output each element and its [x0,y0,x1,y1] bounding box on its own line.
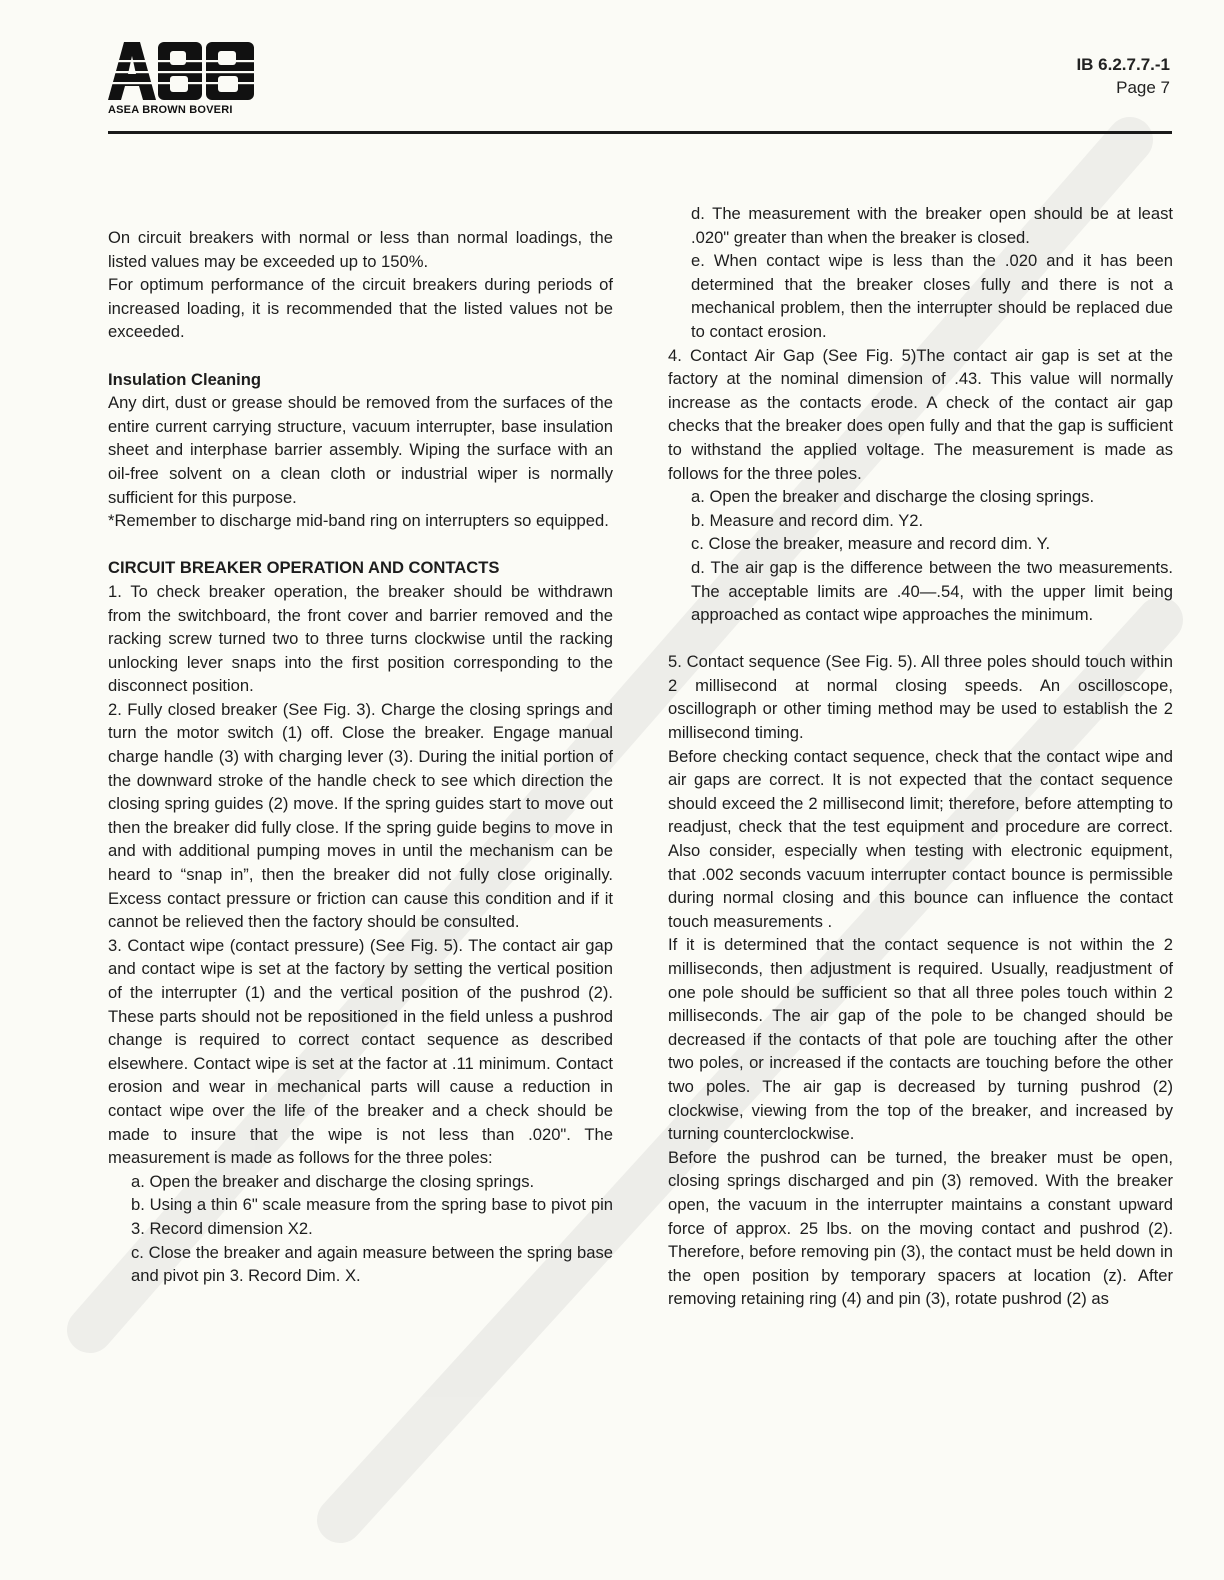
step-3c-item: c. Close the breaker and again measure between the spring base and pivot pin 3. Record Dim. X. [131,1242,613,1286]
intro-paragraph-2: For optimum performance of the circuit breakers during periods of increased loading, it is recommended that the listed values not be exceeded. [108,275,613,342]
doc-number: IB 6.2.7.7.-1 [1076,55,1170,74]
insulation-cleaning-body: Any dirt, dust or grease should be removed from the surfaces of the entire current carrying structure, vacuum interrupter, base insulation sheet and interphase barrier assembly. Wiping the surface with an oil-free solvent on a clean cloth or industrial wiper is normally sufficient for this purpose. [108,393,613,507]
step-5-paragraph: 5. Contact sequence (See Fig. 5). All three poles should touch within 2 millisecond at normal closing speeds. An oscilloscope, oscillograph or other timing method may be used to establish the 2 millisecond timing. [668,652,1173,743]
document-reference [1076,53,1170,99]
step-1-paragraph: 1. To check breaker operation, the breaker should be withdrawn from the switchboard, the front cover and barrier removed and the racking screw turned two to three turns clockwise until the racking unlocking lever snaps into the first position corresponding to the disconnect position. [108,581,613,696]
right-column [668,202,1173,1311]
logo-subtitle: ASEA BROWN BOVERI [108,104,233,116]
step-3a-item: a. Open the breaker and discharge the closing springs. [131,1171,535,1191]
operation-contacts-heading: CIRCUIT BREAKER OPERATION AND CONTACTS [108,558,500,578]
abb-logo [108,42,268,116]
step-4c-item: c. Close the breaker, measure and record dim. Y. [691,534,1051,554]
step-4d-item: d. The air gap is the difference between the two measurements. The acceptable limits are .40—.54, with the upper limit being approached as contact wipe approaches the minimum. [691,557,1173,625]
step-4b-item: b. Measure and record dim. Y2. [691,510,924,530]
left-column [108,226,613,1288]
step-3e-item: e. When contact wipe is less than the .020 and it has been determined that the breaker closes fully and there is not a mechanical problem, then the interrupter should be replaced due to contact erosion. [691,251,1173,341]
header-rule [108,131,1172,134]
step-3d-item: d. The measurement with the breaker open should be at least .020" greater than when the breaker is closed. [691,204,1173,247]
insulation-cleaning-note: *Remember to discharge mid-band ring on interrupters so equipped. [108,511,609,531]
page-header [0,0,1224,140]
page-number: Page 7 [1116,78,1170,97]
step-3-paragraph: 3. Contact wipe (contact pressure) (See Fig. 5). The contact air gap and contact wipe is set at the factory by setting the vertical position of the interrupter (1) and the vertical position of the pushrod (2). These parts should not be repositioned in the field unless a pushrod change is required to correct contact sequence as described elsewhere. Contact wipe is set at the factor at .11 minimum. Contact erosion and wear in mechanical parts will cause a reduction in contact wipe over the life of the breaker and a check should be made to insure that the wipe is not less than .020". The measurement is made as follows for the three poles: [108,935,613,1168]
step-4-paragraph: 4. Contact Air Gap (See Fig. 5)The contact air gap is set at the factory at the nominal dimension of .43. This value will normally increase as the contacts erode. A check of the contact air gap checks that the breaker does open fully and that the gap is sufficient to withstand the applied voltage. The measurement is made as follows for the three poles. [668,345,1173,483]
intro-paragraph-1: On circuit breakers with normal or less than normal loadings, the listed values may be exceeded up to 150%. [108,228,613,271]
abb-logo-mark [108,42,256,100]
step-4a-item: a. Open the breaker and discharge the closing springs. [691,487,1095,507]
step-5-paragraph-4: Before the pushrod can be turned, the breaker must be open, closing springs discharged and pin (3) removed. With the breaker open, the vacuum in the interrupter maintains a constant upward force of approx. 25 lbs. on the moving contact and pushrod (2). Therefore, before removing pin (3), the contact must be held down in the open position by temporary spacers at location (z). After removing retaining ring (4) and pin (3), rotate pushrod (2) as [668,1147,1173,1309]
insulation-cleaning-heading: Insulation Cleaning [108,369,262,389]
step-2-paragraph: 2. Fully closed breaker (See Fig. 3). Charge the closing springs and turn the motor switch (1) off. Close the breaker. Engage manual charge handle (3) with charging lever (3). During the initial portion of the downward stroke of the handle check to see which direction the closing spring guides (2) move. If the spring guides start to move out then the breaker did fully close. If the spring guide begins to move in and with additional pumping moves in until the mechanism can be heard to “snap in”, then the breaker did not fully close originally. Excess contact pressure or friction can cause this condition and if it cannot be relieved then the factory should be consulted. [108,699,613,932]
step-5-paragraph-3: If it is determined that the contact sequence is not within the 2 milliseconds, then adjustment is required. Usually, readjustment of one pole should be sufficient so that all three poles touch within 2 milliseconds. The air gap of the pole to be changed should be decreased if the contacts of that pole are touching after the other two poles, or increased if the contacts are touching before the other two poles. The air gap is decreased by turning pushrod (2) clockwise, viewing from the top of the breaker, and increased by turning counterclockwise. [668,935,1173,1144]
step-5-paragraph-2: Before checking contact sequence, check that the contact wipe and air gaps are correct. It is not expected that the contact sequence should exceed the 2 millisecond limit; therefore, before attempting to readjust, check that the test equipment and procedure are correct. Also consider, especially when testing with electronic equipment, that .002 seconds vacuum interrupter contact bounce is permissible during normal closing and this bounce can influence the contact touch measurements . [668,746,1173,931]
step-3b-item: b. Using a thin 6" scale measure from the spring base to pivot pin 3. Record dimension X2. [131,1195,613,1238]
